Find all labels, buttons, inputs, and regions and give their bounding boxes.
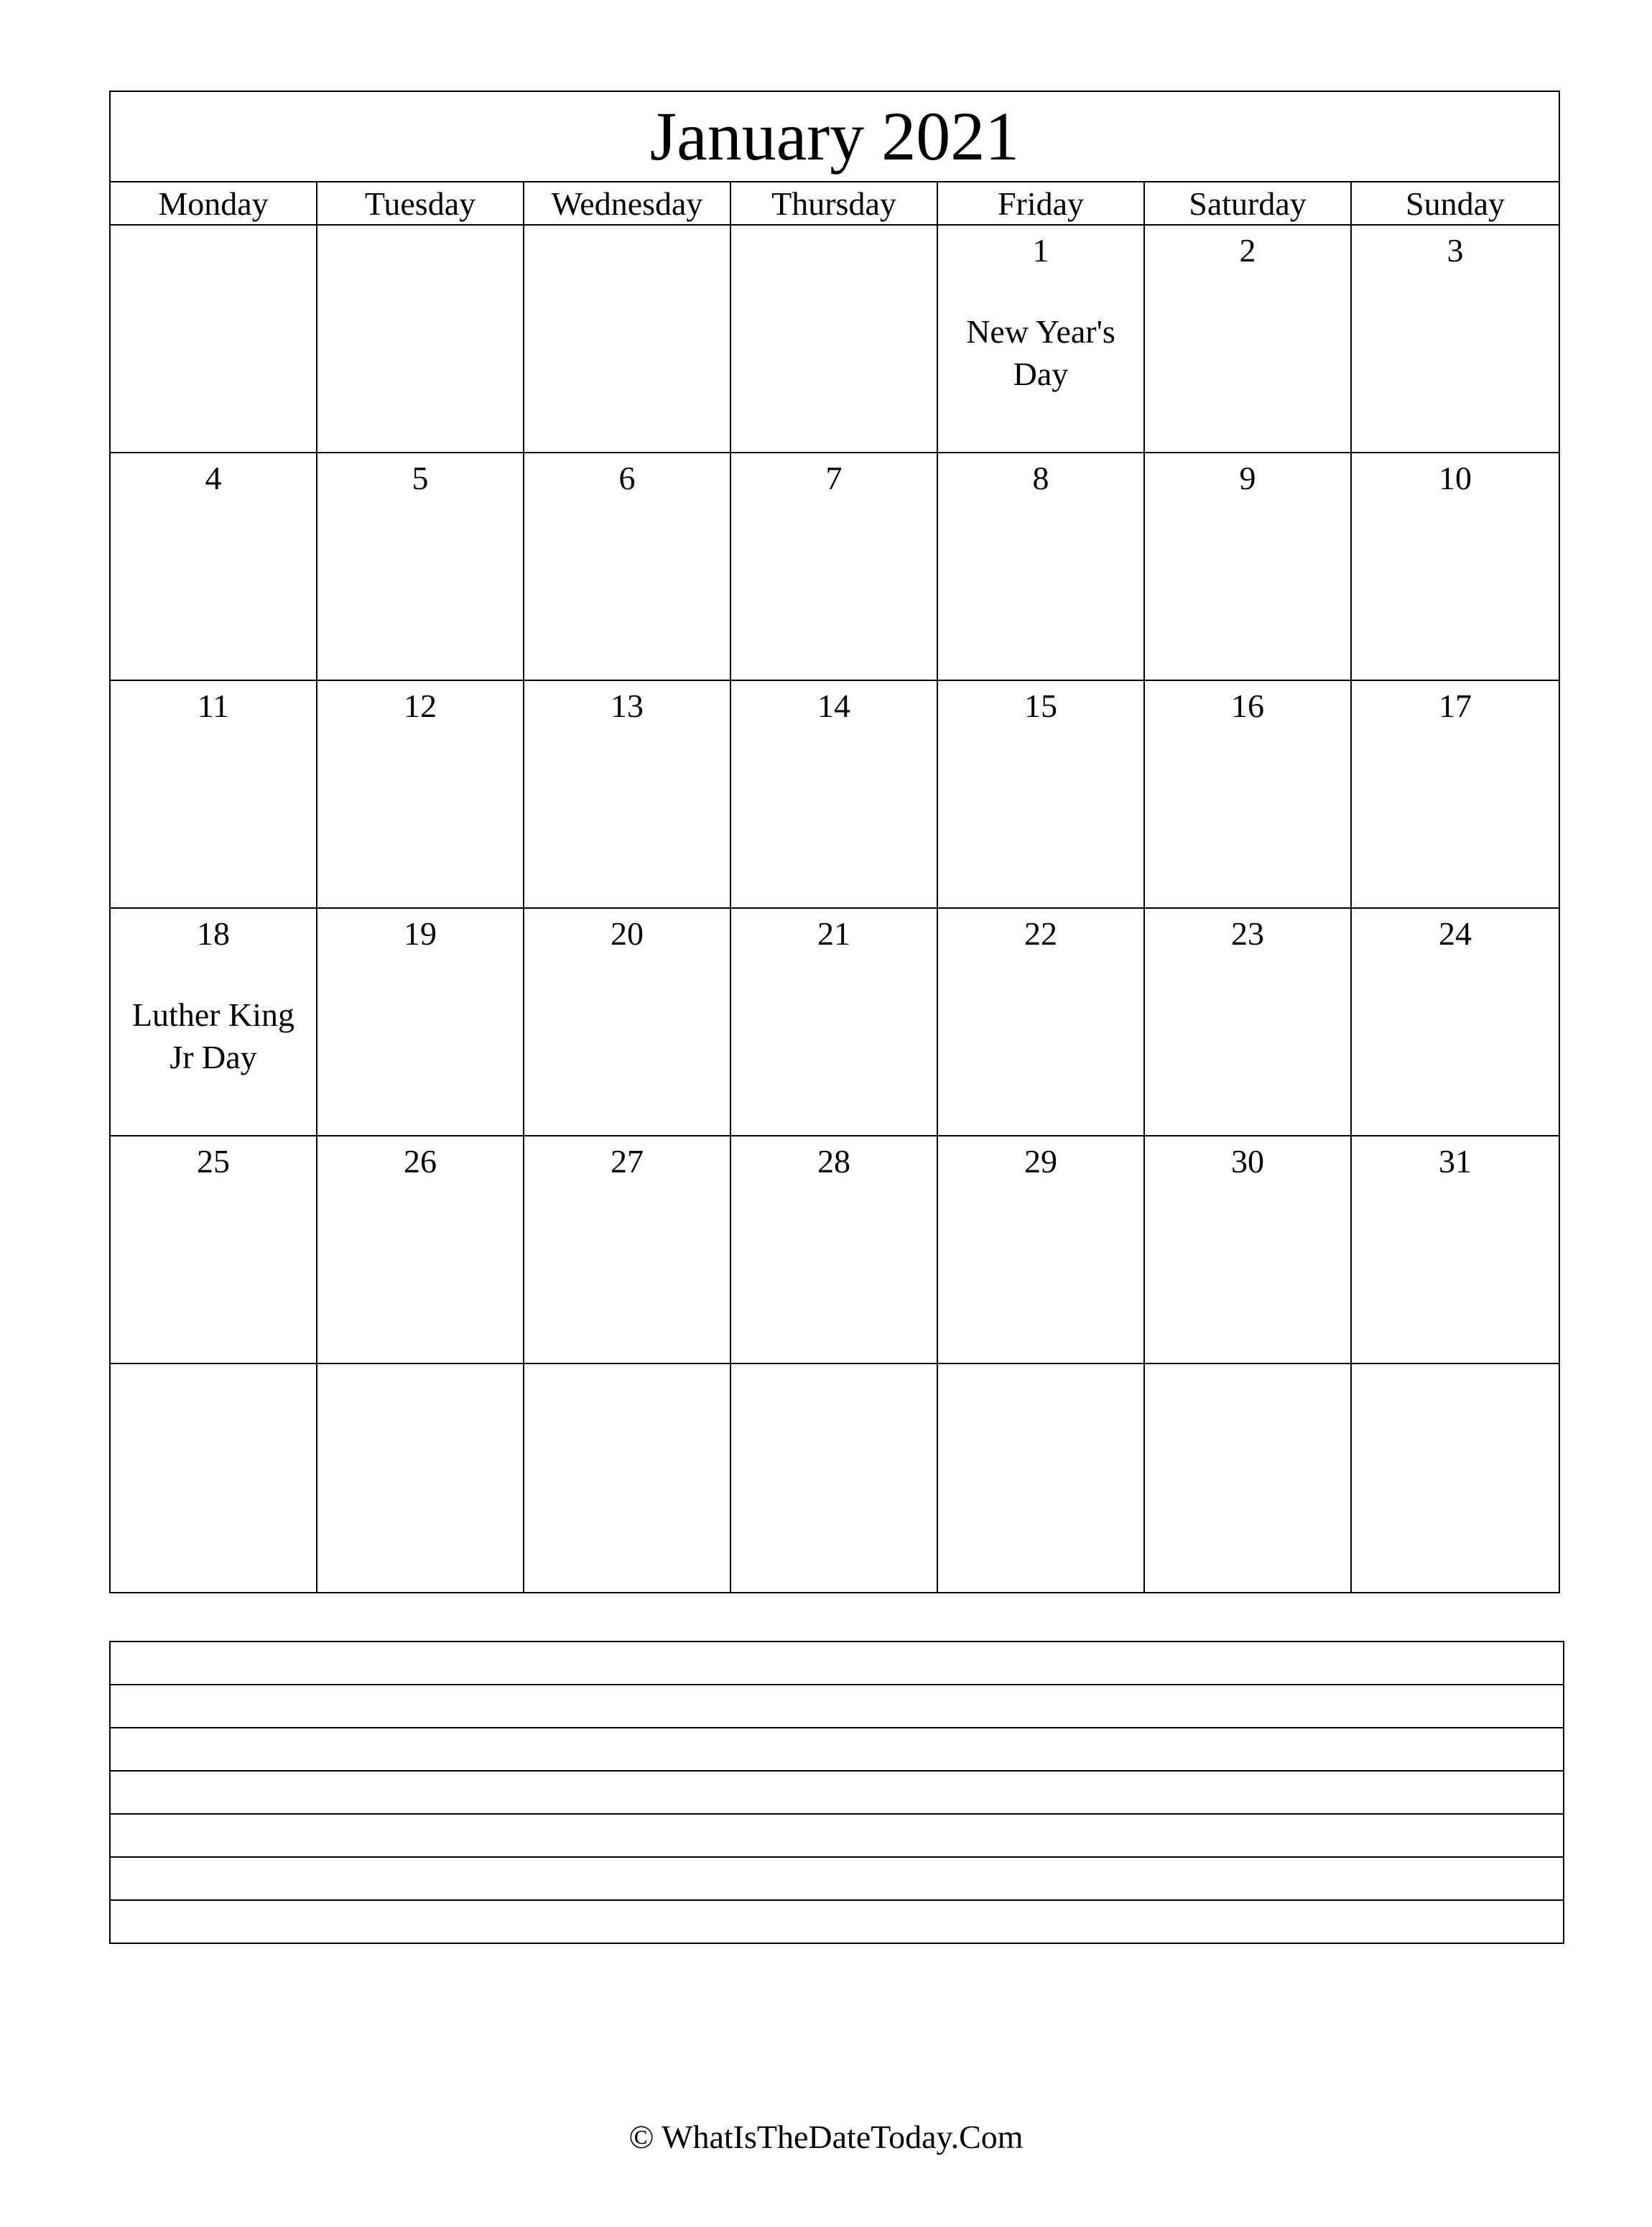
day-cell [938,453,1145,681]
day-number: 17 [1439,687,1472,724]
day-cell [938,1364,1145,1592]
day-name: Saturday [1145,182,1352,224]
day-name: Friday [938,182,1145,224]
day-cell [731,453,938,681]
day-number: 22 [1024,915,1057,952]
day-cell [111,226,317,453]
day-number: 11 [197,687,230,724]
day-cell [1352,681,1559,909]
day-cell [317,226,524,453]
day-number: 3 [1447,232,1464,269]
note-line [111,1815,1563,1858]
day-number: 18 [197,915,230,952]
day-number: 1 [1032,232,1049,269]
day-number: 6 [618,460,636,496]
day-cell [1352,1136,1559,1364]
day-cell [1352,226,1559,453]
day-cell [1352,909,1559,1136]
day-number: 12 [404,687,437,724]
day-cell [1145,226,1352,453]
day-number: 21 [817,915,850,952]
day-cell [317,1364,524,1592]
day-cell [111,1136,317,1364]
day-cell [938,226,1145,453]
note-line [111,1642,1563,1685]
calendar-title: January 2021 [111,92,1559,182]
day-cell [731,1364,938,1592]
day-cell [1352,453,1559,681]
day-cell [317,1136,524,1364]
day-cell [938,681,1145,909]
day-number: 25 [197,1143,230,1180]
day-name: Thursday [731,182,938,224]
day-cell [524,226,731,453]
day-number: 15 [1024,687,1057,724]
day-number: 29 [1024,1143,1057,1180]
notes-area [109,1641,1564,1944]
day-cell [317,681,524,909]
day-cell [111,453,317,681]
day-number: 23 [1231,915,1264,952]
day-number: 13 [611,687,644,724]
day-cell [731,681,938,909]
day-cell [1145,1136,1352,1364]
day-cell [111,1364,317,1592]
day-cell [731,226,938,453]
day-number: 20 [611,915,644,952]
day-number: 10 [1439,460,1472,496]
day-name: Tuesday [317,182,524,224]
day-number: 27 [611,1143,644,1180]
day-number: 7 [825,460,843,496]
day-cell [111,909,317,1136]
day-cell [317,909,524,1136]
day-number: 2 [1239,232,1256,269]
day-number: 4 [205,460,222,496]
day-name: Wednesday [524,182,731,224]
day-cell [317,453,524,681]
day-cell [524,1364,731,1592]
day-number: 5 [412,460,429,496]
day-number: 16 [1231,687,1264,724]
day-cell [524,1136,731,1364]
day-number: 24 [1439,915,1472,952]
day-cell [1145,1364,1352,1592]
day-cell [524,681,731,909]
day-number: 28 [817,1143,850,1180]
day-cell [1145,453,1352,681]
day-number: 14 [817,687,850,724]
day-number: 9 [1239,460,1256,496]
day-number: 30 [1231,1143,1264,1180]
day-cell [938,909,1145,1136]
day-names-row [111,182,1559,226]
note-line [111,1685,1563,1728]
footer-copyright: © WhatIsTheDateToday.Com [628,2119,1024,2155]
day-name: Monday [111,182,317,224]
day-cell [524,453,731,681]
day-name: Sunday [1406,185,1505,222]
day-cell [1145,681,1352,909]
day-number: 8 [1032,460,1049,496]
day-number: 26 [404,1143,437,1180]
day-cell [111,681,317,909]
day-cell [1145,909,1352,1136]
calendar [109,91,1560,1593]
day-cell [938,1136,1145,1364]
holiday-label: Luther King Jr Day [131,996,295,1076]
note-line [111,1772,1563,1815]
note-line [111,1901,1563,1944]
note-line [111,1858,1563,1901]
day-cell [731,909,938,1136]
note-line [111,1728,1563,1772]
day-grid [111,226,1559,1592]
day-number: 19 [404,915,437,952]
day-number: 31 [1439,1143,1472,1180]
day-cell [524,909,731,1136]
day-cell [731,1136,938,1364]
day-cell [1352,1364,1559,1592]
holiday-label: New Year's Day [966,312,1115,393]
